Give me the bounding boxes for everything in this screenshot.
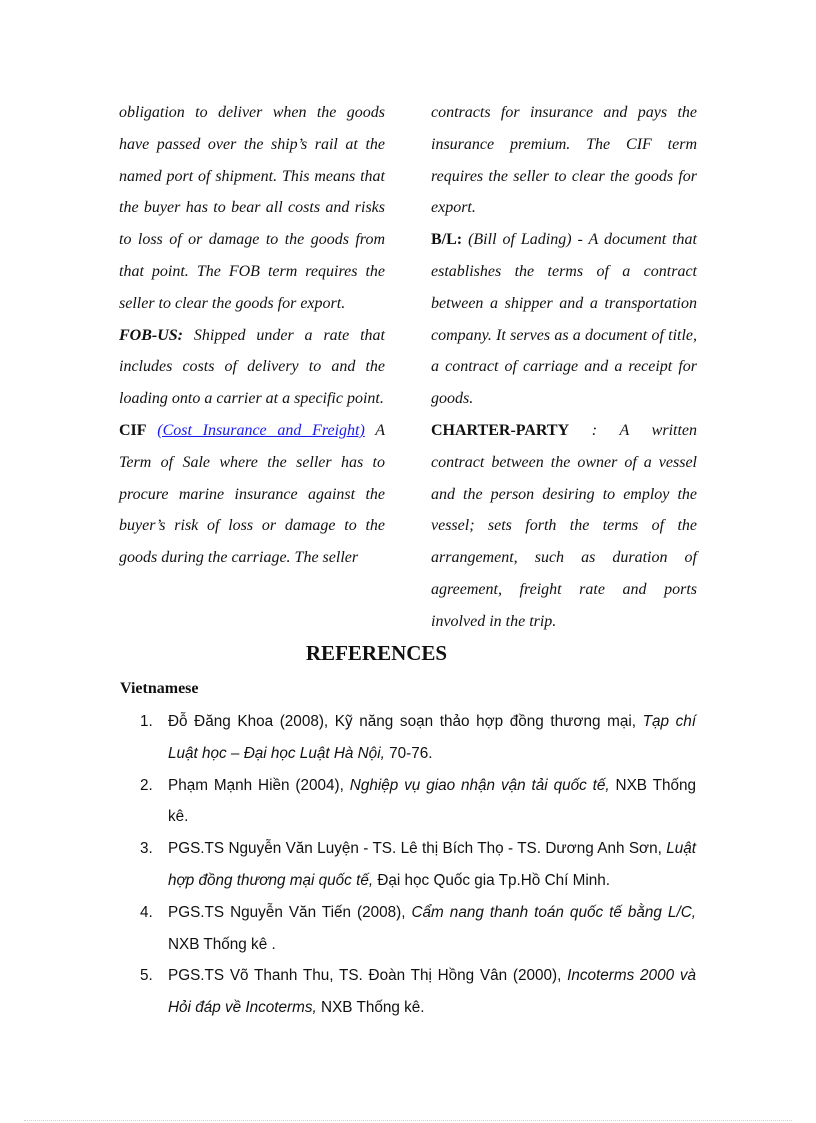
reference-number: 1. — [140, 713, 153, 730]
cif-term: CIF — [119, 421, 147, 439]
reference-title: Tạp chí Luật học – Đại học Luật Hà Nội, — [168, 713, 696, 762]
reference-number: 5. — [140, 967, 153, 985]
references-subhead: Vietnamese — [120, 680, 199, 697]
references-title: REFERENCES — [305, 641, 448, 665]
fob-text: obligation to deliver when the goods have passed over the ship’s rail at the named port of shipment. This means that the buyer has to bear all costs and risks to loss of or damage to the goods from that point. The FOB term requires the seller to clear the goods for export. — [119, 104, 385, 312]
charter-party-text: : A written contract between the owner of a vessel and the person desiring to employ the vessel; sets forth the terms of the arrangement, such as duration of agreement, freight rate and ports involved in the trip. — [431, 421, 697, 630]
reference-author: PGS.TS Võ Thanh Thu, TS. Đoàn Thị Hồng Vân (2000), — [168, 967, 568, 985]
reference-publisher: NXB Thống kê. — [316, 999, 425, 1017]
reference-publisher: Đại học Quốc gia Tp.Hồ Chí Minh. — [373, 871, 611, 889]
cif-continuation-paragraph — [431, 97, 697, 224]
reference-item — [140, 770, 696, 834]
reference-publisher: 70-76. — [384, 744, 433, 762]
reference-publisher: NXB Thống kê. — [168, 776, 697, 826]
reference-item — [140, 706, 696, 770]
bl-text: (Bill of Lading) - A document that establishes the terms of a contract between a shipper and a transportation company. It serves as a document of title, a contract of carriage and a receipt for goods. — [431, 231, 697, 408]
page-bottom-divider — [24, 1120, 792, 1121]
reference-number: 3. — [140, 840, 153, 858]
cif-continued-text: contracts for insurance and pays the insurance premium. The CIF term requires the seller to clear the goods for export. — [431, 104, 697, 217]
bl-definition — [431, 224, 697, 415]
reference-item — [140, 833, 696, 897]
reference-author: Đỗ Đăng Khoa (2008), Kỹ năng soạn thảo hợp đồng thương mại, — [168, 713, 643, 730]
fobus-text: Shipped under a rate that includes costs of delivery to and the loading onto a carrier at a specific point. — [119, 326, 385, 408]
charter-party-definition — [431, 415, 697, 638]
cif-link[interactable]: (Cost Insurance and Freight) — [157, 421, 365, 439]
fobus-definition — [119, 320, 385, 415]
reference-author: Phạm Mạnh Hiền (2004), — [168, 776, 350, 794]
left-column — [119, 97, 385, 574]
reference-title: Luật hợp đồng thương mại quốc tế, — [168, 840, 696, 889]
reference-item — [140, 960, 696, 1024]
reference-publisher: NXB Thống kê . — [168, 935, 276, 953]
right-column — [431, 97, 697, 638]
charter-party-term: CHARTER-PARTY — [431, 421, 570, 439]
bl-term: B/L: — [431, 231, 463, 249]
cif-definition — [119, 415, 385, 574]
reference-title: Cẩm nang thanh toán quốc tế bằng L/C, — [411, 903, 696, 921]
reference-author: PGS.TS Nguyễn Văn Luyện - TS. Lê thị Bích Thọ - TS. Dương Anh Sơn, — [168, 840, 667, 858]
references-list — [140, 706, 696, 1024]
fobus-term: FOB-US: — [119, 326, 184, 344]
reference-number: 4. — [140, 903, 153, 921]
reference-number: 2. — [140, 776, 153, 794]
cif-text: A Term of Sale where the seller has to procure marine insurance against the buyer’s risk of loss or damage to the goods during the carriage. The seller — [119, 421, 386, 567]
reference-title: Nghiệp vụ giao nhận vận tải quốc tế, — [349, 776, 610, 794]
reference-author: PGS.TS Nguyễn Văn Tiến (2008), — [168, 903, 412, 921]
fob-continuation-paragraph — [119, 97, 385, 320]
reference-title: Incoterms 2000 và Hỏi đáp về Incoterms, — [168, 967, 696, 1017]
reference-item — [140, 897, 696, 961]
